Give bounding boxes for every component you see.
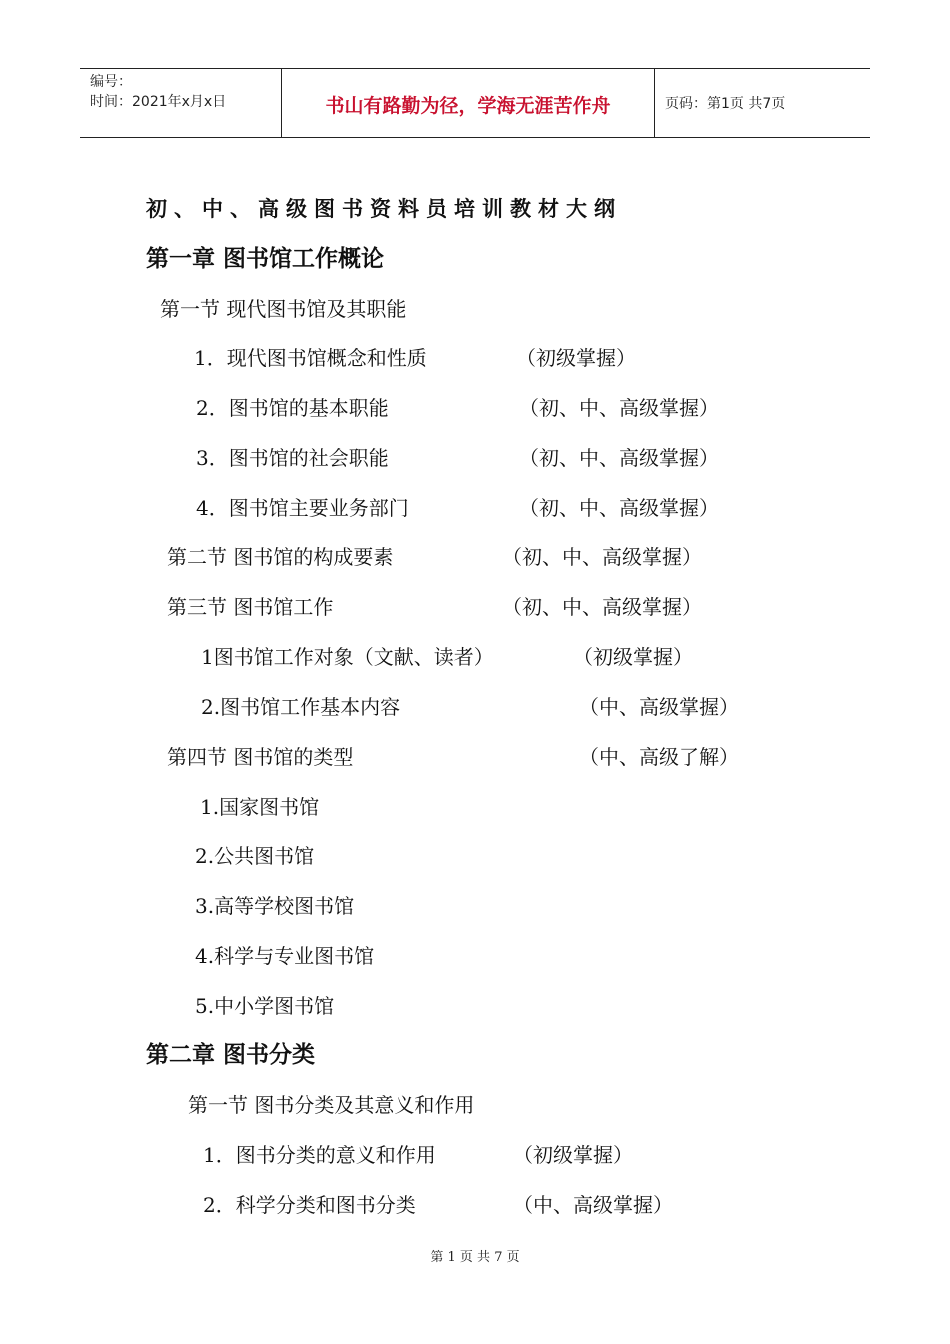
- ch1-section-3-level: （初、中、高级掌握）: [502, 595, 702, 619]
- ch1-section-2-heading: 第二节 图书馆的构成要素: [167, 545, 394, 569]
- ch2-section-1-heading: 第一节 图书分类及其意义和作用: [188, 1093, 475, 1117]
- ch1-s1-item-4-level: （初、中、高级掌握）: [519, 496, 719, 520]
- library-type-item: 4.科学与专业图书馆: [195, 944, 375, 968]
- header-page-cell: [655, 69, 870, 137]
- ch1-section-4-heading: 第四节 图书馆的类型: [167, 745, 354, 769]
- ch1-s3-item-1-level: （初级掌握）: [573, 645, 693, 669]
- ch1-section-3-heading: 第三节 图书馆工作: [167, 595, 334, 619]
- ch1-s1-item-1: 1．现代图书馆概念和性质: [194, 346, 427, 370]
- library-type-item: 2.公共图书馆: [195, 844, 315, 868]
- chapter-2-heading: 第二章 图书分类: [146, 1042, 316, 1068]
- ch1-s1-item-3: 3．图书馆的社会职能: [196, 446, 389, 470]
- ch1-s1-item-2-level: （初、中、高级掌握）: [519, 396, 719, 420]
- ch1-section-1-heading: 第一节 现代图书馆及其职能: [160, 297, 407, 321]
- document-title: 初、中、高级图书资料员培训教材大纲: [146, 196, 622, 221]
- ch1-s1-item-1-level: （初级掌握）: [516, 346, 636, 370]
- document-time-label: 时间：2021年x月x日: [90, 94, 227, 110]
- ch1-s1-item-3-level: （初、中、高级掌握）: [519, 446, 719, 470]
- header-page-info: 页码：第1页 共7页: [665, 96, 786, 112]
- ch2-s1-item-2: 2．科学分类和图书分类: [203, 1193, 416, 1217]
- header-meta-cell: [80, 69, 282, 137]
- ch1-section-2-level: （初、中、高级掌握）: [502, 545, 702, 569]
- ch1-s1-item-2: 2．图书馆的基本职能: [196, 396, 389, 420]
- page-header: [80, 68, 870, 138]
- page-footer: 第 1 页 共 7 页: [430, 1250, 520, 1265]
- library-type-item: 3.高等学校图书馆: [195, 894, 355, 918]
- ch1-s3-item-1: 1图书馆工作对象（文献、读者）: [201, 645, 494, 669]
- ch2-s1-item-2-level: （中、高级掌握）: [513, 1193, 673, 1217]
- library-type-item: 1.国家图书馆: [200, 795, 320, 819]
- library-type-item: 5.中小学图书馆: [195, 994, 335, 1018]
- header-motto: 书山有路勤为径，学海无涯苦作舟: [325, 95, 611, 117]
- chapter-1-heading: 第一章 图书馆工作概论: [146, 246, 385, 272]
- ch1-s3-item-2-level: （中、高级掌握）: [579, 695, 739, 719]
- ch1-section-4-level: （中、高级了解）: [579, 745, 739, 769]
- ch1-s1-item-4: 4．图书馆主要业务部门: [196, 496, 409, 520]
- header-motto-cell: [282, 69, 655, 137]
- ch2-s1-item-1-level: （初级掌握）: [513, 1143, 633, 1167]
- document-number-label: 编号：: [90, 74, 132, 90]
- ch2-s1-item-1: 1．图书分类的意义和作用: [203, 1143, 436, 1167]
- ch1-s3-item-2: 2.图书馆工作基本内容: [201, 695, 401, 719]
